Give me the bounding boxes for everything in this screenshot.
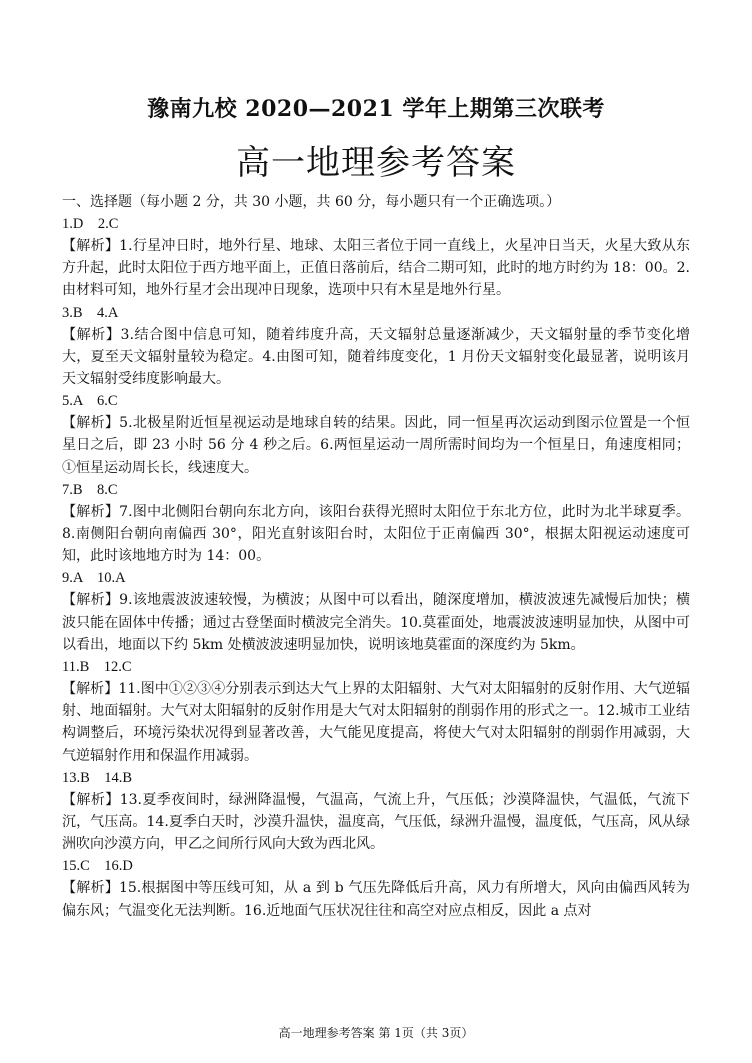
analysis-text: 【解析】11.图中①②③④分别表示到达大气上界的太阳辐射、大气对太阳辐射的反射作用、大气逆辐射、地面辐射。大气对太阳辐射的反射作用是大气对太阳辐射的削弱作用的形式之一。12.城市工业结构调整后，环境污染状况得到显著改善，大气能见度提高，将使大气对太阳辐射的削弱作用减弱，大气逆辐射作用和保温作用减弱。 [62, 681, 690, 764]
answer-keys: 1.D 2.C [62, 216, 119, 232]
section-heading-multiple-choice: 一、选择题（每小题 2 分，共 30 小题，共 60 分，每小题只有一个正确选项。） [62, 194, 561, 210]
answer-keys: 9.A 10.A [62, 570, 126, 587]
analysis-text: 【解析】3.结合图中信息可知，随着纬度升高，天文辐射总量逐渐减少，天文辐射量的季节变化增大，夏至天文辐射量较为稳定。4.由图可知，随着纬度变化，1 月份天文辐射变化最显著，说明该月天文辐射受纬度影响最大。 [62, 326, 690, 388]
answer-block-9-10 [62, 567, 690, 656]
answer-block-1-2 [62, 213, 690, 302]
answer-block-11-12 [62, 656, 690, 767]
answer-block-15-16 [62, 855, 690, 921]
answer-keys: 15.C 16.D [62, 858, 133, 875]
analysis-text: 【解析】5.北极星附近恒星视运动是地球自转的结果。因此，同一恒星再次运动到图示位置是一个恒星日之后，即 23 小时 56 分 4 秒之后。6.两恒星运动一周所需时间均为一个恒星日，角速度相同；①恒星运动周长长，线速度大。 [62, 415, 690, 476]
answer-keys: 13.B 14.B [62, 769, 133, 786]
answer-block-7-8 [62, 479, 690, 568]
answer-keys: 3.B 4.A [62, 304, 119, 321]
analysis-text: 【解析】7.图中北侧阳台朝向东北方向，该阳台获得光照时太阳位于东北方位，此时为北半球夏季。8.南侧阳台朝向南偏西 30°，阳光直射该阳台时，太阳位于正南偏西 30°，根据太阳视运动速度可知，此时该地地方时为 14：00。 [62, 503, 690, 565]
analysis-text: 【解析】9.该地震波波速较慢，为横波；从图中可以看出，随深度增加，横波波速先减慢后加快；横波只能在固体中传播；通过古登堡面时横波完全消失。10.莫霍面处，地震波波速明显加快，从图中可以看出，地面以下约 5km 处横波波速明显加快，说明该地莫霍面的深度约为 5km。 [62, 592, 690, 653]
school-exam-title: 豫南九校 2020—2021 学年上期第三次联考 [147, 96, 605, 122]
document-title: 高一地理参考答案 [236, 143, 516, 183]
analysis-text: 【解析】13.夏季夜间时，绿洲降温慢，气温高，气流上升，气压低；沙漠降温快，气温低，气流下沉，气压高。14.夏季白天时，沙漠升温快，温度高，气压低，绿洲升温慢，温度低，气压高，风从绿洲吹向沙漠方向，甲乙之间所行风向大致为西北风。 [62, 791, 690, 853]
answer-keys: 11.B 12.C [62, 659, 132, 676]
analysis-text: 【解析】1.行星冲日时，地外行星、地球、太阳三者位于同一直线上，火星冲日当天，火星大致从东方升起，此时太阳位于西方地平面上，正值日落前后，结合二期可知，此时的地方时约为 18：00。2.由材料可知，地外行星才会出现冲日现象，选项中只有木星是地外行星。 [62, 238, 690, 299]
answer-block-5-6 [62, 390, 690, 479]
answer-block-3-4 [62, 302, 690, 391]
analysis-text: 【解析】15.根据图中等压线可知，从 a 到 b 气压先降低后升高，风力有所增大，风向由偏西风转为偏东风；气温变化无法判断。16.近地面气压状况往往和高空对应点相反，因此 a 点对 [62, 880, 690, 919]
answer-keys: 5.A 6.C [62, 393, 118, 410]
answer-keys: 7.B 8.C [62, 481, 118, 498]
answer-block-13-14 [62, 767, 690, 856]
page-footer: 高一地理参考答案 第 1页（共 3页） [278, 1026, 474, 1040]
